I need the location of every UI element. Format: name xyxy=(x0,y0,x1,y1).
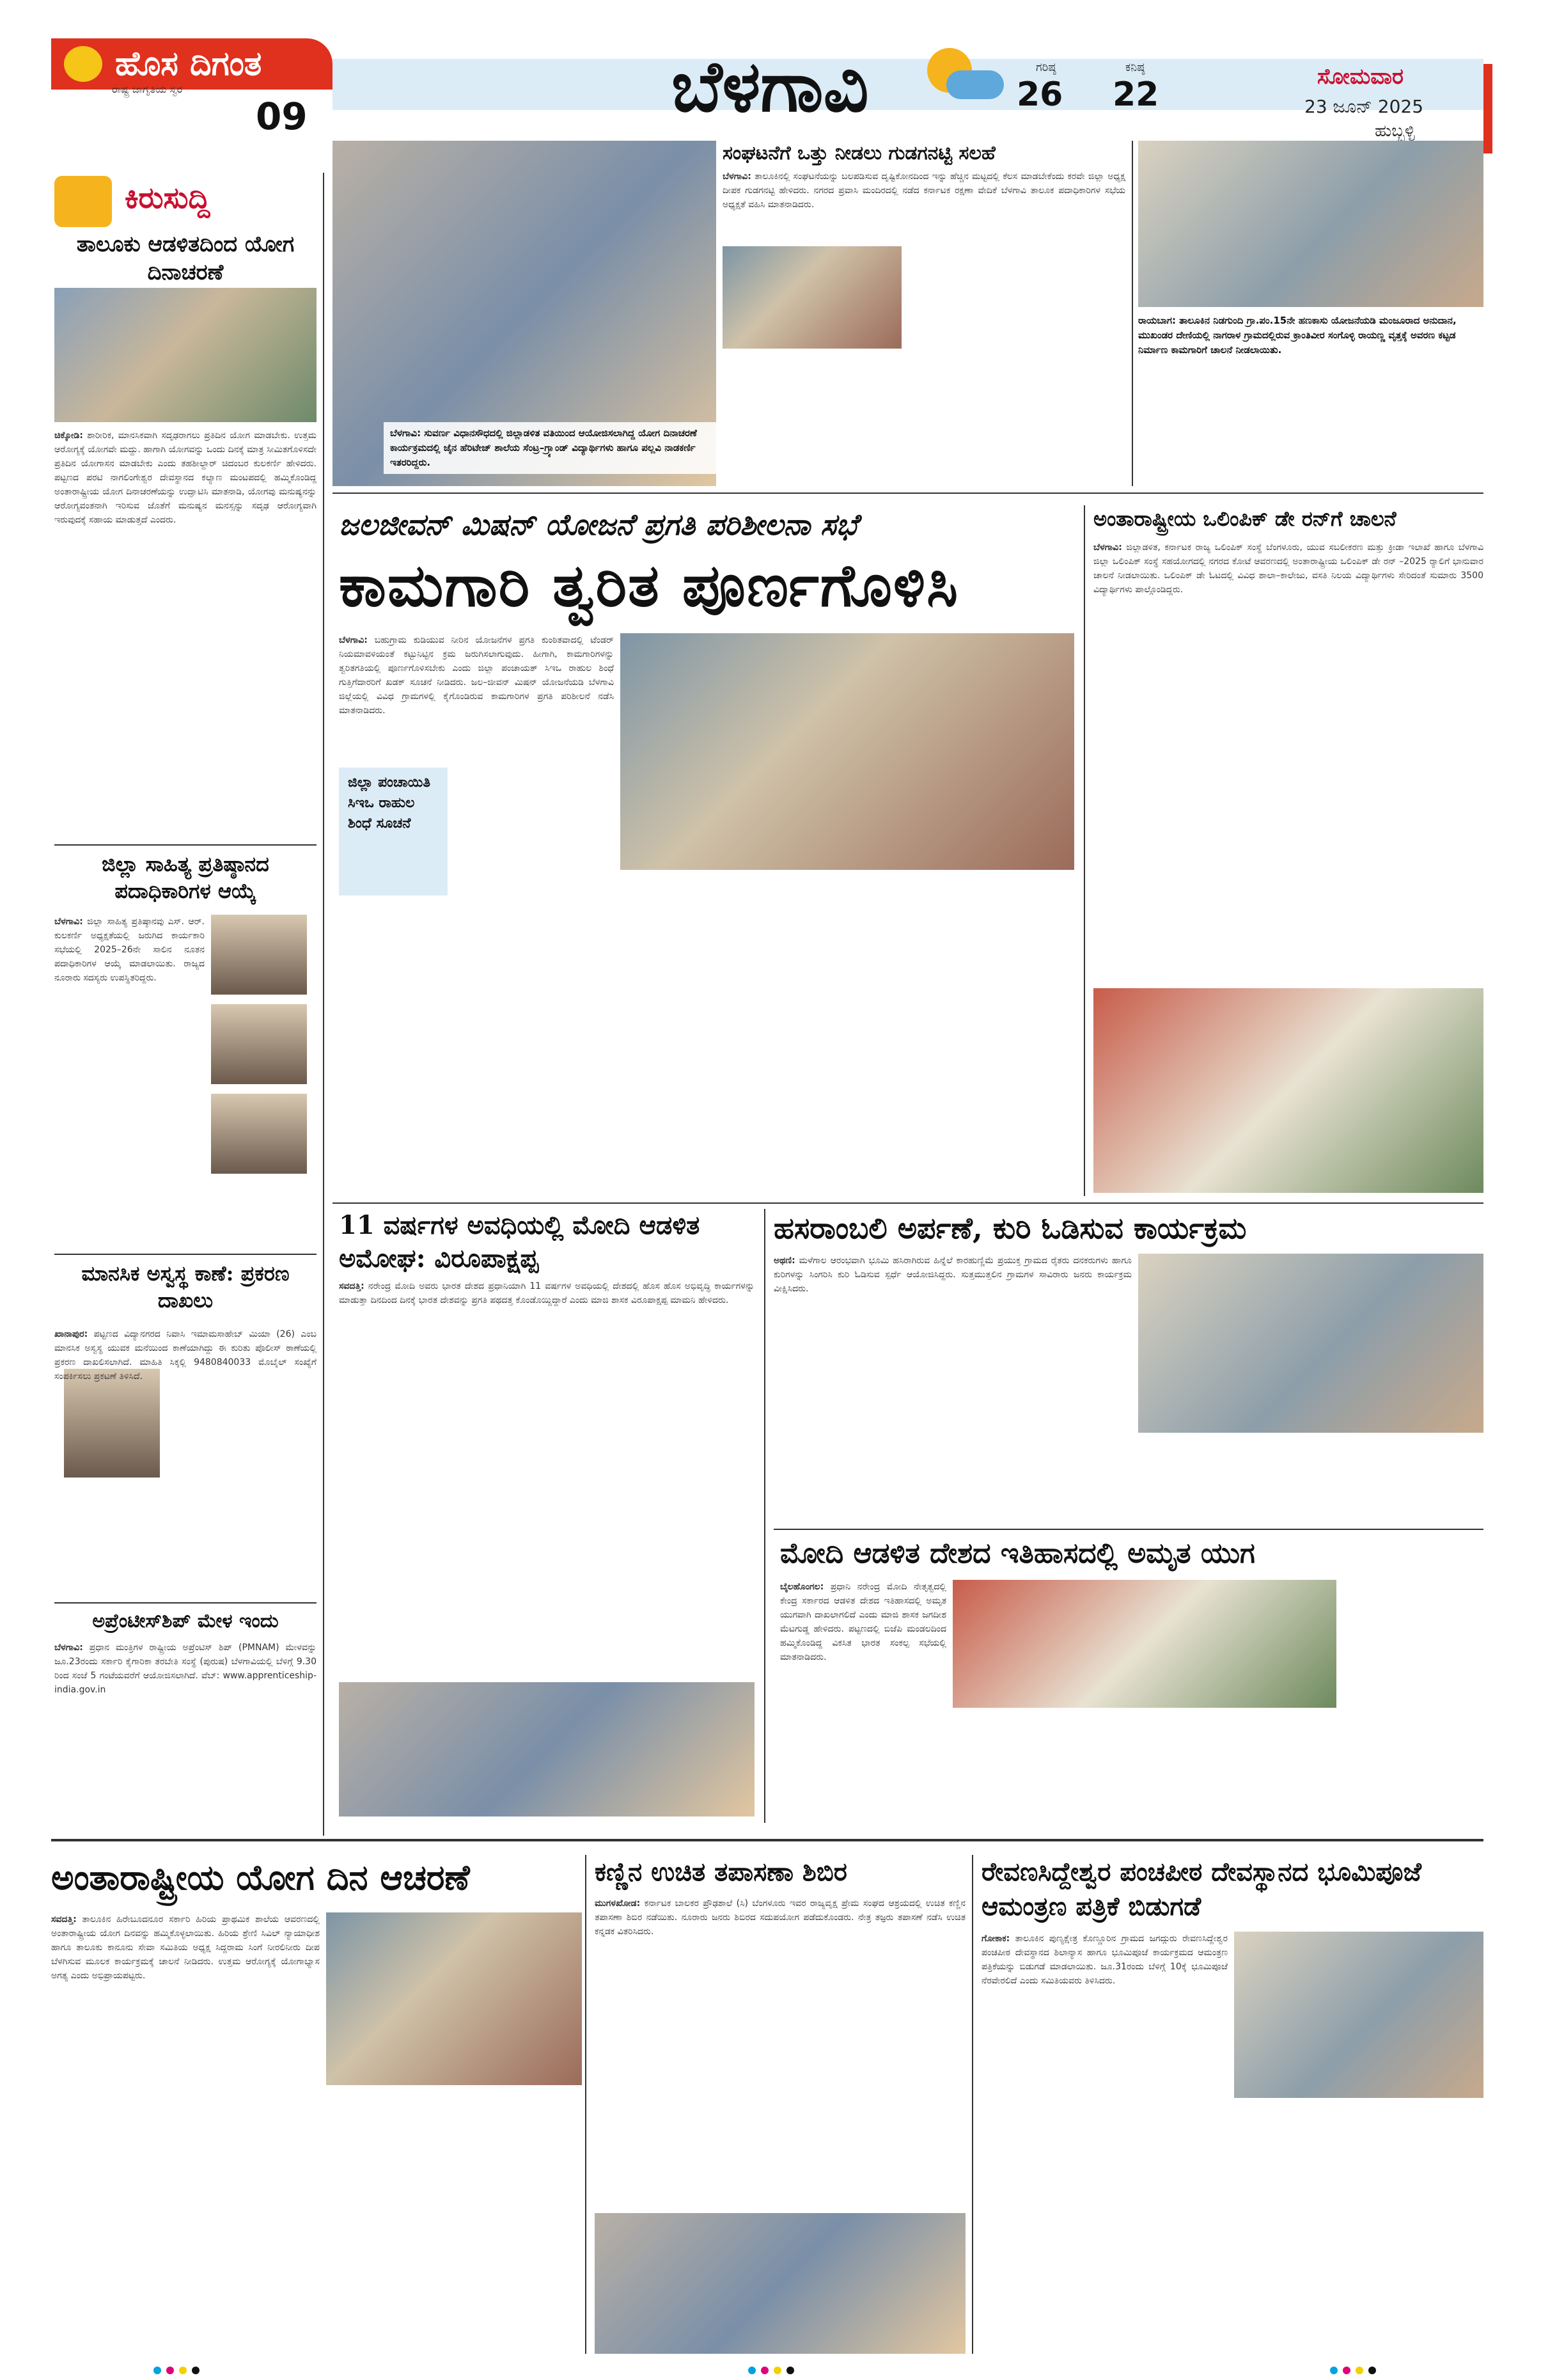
kuri-body: ಅಥಣಿ: ಮಳೆಗಾಲ ಆರಂಭವಾಗಿ ಭೂಮಿ ಹಸಿರಾಗಿರುವ ಹಿನ್ನೆಲೆ ಕಾರಹುಣ್ಣಿಮೆ ಪ್ರಯುಕ್ತ ಗ್ರಾಮದ ರೈತರು ದನಕರುಗಳು ಹಾಗೂ ಕುರಿಗಳನ್ನು ಸಿಂಗರಿಸಿ ಕುರಿ ಓಡಿಸುವ ಸ್ಪರ್ಧೆ ಆಯೋಜಿಸಿದ್ದರು. ಸುತ್ತಮುತ್ತಲಿನ ಗ್ರಾಮಗಳ ಸಾವಿರಾರು ಜನರು ಕಾರ್ಯಕ್ರಮ ವೀಕ್ಷಿಸಿದರು. xyxy=(774,1256,1132,1294)
eye-camp-title: ಕಣ್ಣಿನ ಉಚಿತ ತಪಾಸಣಾ ಶಿಬಿರ xyxy=(595,1857,847,1887)
column-rule xyxy=(585,1855,586,2354)
edition-place: ಹುಬ್ಬಳ್ಳಿ xyxy=(1375,122,1415,141)
olympic-run-photo xyxy=(1093,988,1483,1193)
revan-event-photo xyxy=(1234,1932,1483,2098)
top-story-title: ಸಂಘಟನೆಗೆ ಒತ್ತು ನೀಡಲು ಗುಡಗನಟ್ಟಿ ಸಲಹೆ xyxy=(723,142,996,164)
divider xyxy=(54,844,317,846)
sheep-run-photo xyxy=(1138,1254,1483,1433)
paper-logo-icon xyxy=(64,46,102,82)
revan-title: ರೇವಣಸಿದ್ದೇಶ್ವರ ಪಂಚಪೀಠ ದೇವಸ್ಥಾನದ ಭೂಮಿಪೂಜೆ ಆಮಂತ್ರಣ ಪತ್ರಿಕೆ ಬಿಡುಗಡೆ xyxy=(982,1857,1421,1921)
main-kicker: ಜಲಜೀವನ್ ಮಿಷನ್ ಯೋಜನೆ ಪ್ರಗತಿ ಪರಿಶೀಲನಾ ಸಭೆ xyxy=(339,507,857,542)
weekday: ಸೋಮವಾರ xyxy=(1317,64,1404,90)
amrut-title: ಮೋದಿ ಆಡಳಿತ ದೇಶದ ಇತಿಹಾಸದಲ್ಲಿ ಅಮೃತ ಯುಗ xyxy=(780,1537,1255,1570)
main-body-cont xyxy=(620,876,1074,1164)
circle-work-caption: ರಾಯಬಾಗ: ತಾಲೂಕಿನ ನಿಡಗುಂದಿ ಗ್ರಾ.ಪಂ.15ನೇ ಹಣಕಾಸು ಯೋಜನೆಯಡಿ ಮಂಜೂರಾದ ಅನುದಾನ, ಮುಖಂಡರ ದೇಣಿಯಲ್ಲಿ ನಾಗರಾಳ ಗ್ರಾಮದಲ್ಲಿರುವ ಕ್ರಾಂತಿವೀರ ಸಂಗೊಳ್ಳಿ ರಾಯಣ್ಣ ವೃತ್ತಕ್ಕೆ ಅವರಣ ಕಟ್ಟಡ ನಿರ್ಮಾಣ ಕಾಮಗಾರಿಗೆ ಚಾಲನೆ ನೀಡಲಾಯಿತು. xyxy=(1138,315,1457,356)
amrut-body-cont xyxy=(953,1714,1336,1823)
story3-title: ಮಾನಸಿಕ ಅಸ್ವಸ್ಥ ಕಾಣೆ: ಪ್ರಕರಣ ದಾಖಲು xyxy=(81,1261,290,1312)
column-rule xyxy=(1084,505,1085,1196)
yoga-title: ಅಂತಾರಾಷ್ಟ್ರೀಯ ಯೋಗ ದಿನ ಆಚರಣೆ xyxy=(51,1857,470,1898)
min-temp-value: 22 xyxy=(1113,75,1159,114)
issue-date: 23 ಜೂನ್ 2025 xyxy=(1304,96,1424,117)
amrut-body-col xyxy=(1343,1580,1483,1823)
main-sidebox-text: ಜಿಲ್ಲಾ ಪಂಚಾಯಿತಿ ಸಿಇಒ ರಾಹುಲ ಶಿಂಧೆ ಸೂಚನೆ xyxy=(348,775,431,831)
yoga-body-cont xyxy=(326,2092,582,2354)
top-story-body: ಬೆಳಗಾವಿ: ತಾಲೂಕಿನಲ್ಲಿ ಸಂಘಟನೆಯನ್ನು ಬಲಪಡಿಸುವ ದೃಷ್ಟಿಕೋನದಿಂದ ಇನ್ನು ಹೆಚ್ಚಿನ ಮಟ್ಟದಲ್ಲಿ ಕೆಲಸ ಮಾಡಬೇಕೆಂದು ಕರವೇ ಜಿಲ್ಲಾ ಅಧ್ಯಕ್ಷ ದೀಪಕ ಗುಡಗನಟ್ಟಿ ಹೇಳಿದರು. ನಗರದ ಪ್ರವಾಸಿ ಮಂದಿರದಲ್ಲಿ ನಡೆದ ಕರ್ನಾಟಕ ರಕ್ಷಣಾ ವೇದಿಕೆ ಬೆಳಗಾವಿ ತಾಲೂಕ ಪದಾಧಿಕಾರಿಗಳ ಸಭೆಯ ಅಧ್ಯಕ್ಷತೆ ವಹಿಸಿ ಮಾತನಾಡಿದರು. xyxy=(723,171,1125,210)
paper-tagline: ರಾಷ್ಟ್ರ ಜಾಗೃತಿಯ ಸ್ವರ xyxy=(112,83,183,95)
story1-title: ತಾಲೂಕು ಆಡಳಿತದಿಂದ ಯೋಗ ದಿನಾಚರಣೆ xyxy=(76,232,295,285)
registration-dot xyxy=(153,2367,161,2374)
max-temp-value: 26 xyxy=(1017,75,1063,114)
registration-dot xyxy=(1330,2367,1338,2374)
registration-dot xyxy=(1356,2367,1363,2374)
portrait-photo xyxy=(211,1004,307,1084)
registration-dot xyxy=(774,2367,781,2374)
amrut-body: ಬೈಲಹೊಂಗಲ: ಪ್ರಧಾನಿ ನರೇಂದ್ರ ಮೋದಿ ನೇತೃತ್ವದಲ್ಲಿ ಕೇಂದ್ರ ಸರ್ಕಾರದ ಆಡಳಿತ ದೇಶದ ಇತಿಹಾಸದಲ್ಲಿ ಅಮೃತ ಯುಗವಾಗಿ ದಾಖಲಾಗಲಿದೆ ಎಂದು ಮಾಜಿ ಶಾಸಕ ಜಗದೀಶ ಮೆಟಗುಡ್ಡ ಹೇಳಿದರು. ಪಟ್ಟಣದಲ್ಲಿ ಬಿಜೆಪಿ ಮಂಡಲದಿಂದ ಹಮ್ಮಿಕೊಂಡಿದ್ದ ವಿಕಸಿತ ಭಾರತ ಸಂಕಲ್ಪ ಸಭೆಯಲ್ಲಿ ಮಾತನಾಡಿದರು. xyxy=(780,1582,946,1662)
finger-pointing-icon xyxy=(54,176,112,227)
modi-title: 11 ವರ್ಷಗಳ ಅವಧಿಯಲ್ಲಿ ಮೋದಿ ಆಡಳಿತ ಅಮೋಘ: ವಿರೂಪಾಕ್ಷಪ್ಪ xyxy=(339,1210,700,1273)
modi-event-photo xyxy=(339,1682,755,1817)
header-accent-bar xyxy=(1483,64,1492,154)
story2-body: ಬೆಳಗಾವಿ: ಜಿಲ್ಲಾ ಸಾಹಿತ್ಯ ಪ್ರತಿಷ್ಠಾನವು ಎಸ್. ಆರ್. ಕುಲಕರ್ಣಿ ಅಧ್ಯಕ್ಷತೆಯಲ್ಲಿ ಜರುಗಿದ ಕಾರ್ಯಕಾರಿ ಸಭೆಯಲ್ಲಿ 2025–26ನೇ ಸಾಲಿನ ನೂತನ ಪದಾಧಿಕಾರಿಗಳ ಆಯ್ಕೆ ಮಾಡಲಾಯಿತು. ರಾಜ್ಯದ ನೂರಾರು ಸದಸ್ಯರು ಉಪಸ್ಥಿತರಿದ್ದರು. xyxy=(54,917,205,983)
registration-dot xyxy=(1368,2367,1376,2374)
meeting-photo xyxy=(620,633,1074,870)
divider xyxy=(332,1202,1483,1204)
eye-camp-photo xyxy=(595,2213,966,2354)
kuri-title: ಹಸರಾಂಬಲಿ ಅರ್ಪಣೆ, ಕುರಿ ಓಡಿಸುವ ಕಾರ್ಯಕ್ರಮ xyxy=(774,1211,1247,1245)
eye-camp-body: ಮುಗಳಖೋಡ: ಕರ್ನಾಟಕ ಬಾಲಕರ ಪ್ರೌಢಶಾಲೆ (ಸಿ) ಬೆಂಗಳೂರು ಇವರ ರಾಜ್ಯವೃಕ್ಷ ಪ್ರೇಮ ಸಂಘದ ಆಶ್ರಯದಲ್ಲಿ ಉಚಿತ ಕಣ್ಣಿನ ತಪಾಸಣಾ ಶಿಬಿರ ನಡೆಯಿತು. ನೂರಾರು ಜನರು ಶಿಬಿರದ ಸದುಪಯೋಗ ಪಡೆದುಕೊಂಡರು. ನೇತ್ರ ತಜ್ಞರು ತಪಾಸಣೆ ನಡೆಸಿ ಉಚಿತ ಕನ್ನಡಕ ವಿತರಿಸಿದರು. xyxy=(595,1898,966,1937)
amrut-event-photo xyxy=(953,1580,1336,1708)
revan-body: ಗೋಕಾಕ: ತಾಲೂಕಿನ ಪುಣ್ಯಕ್ಷೇತ್ರ ಕೊಣ್ಣೂರಿನ ಗ್ರಾಮದ ಜಗದ್ಗುರು ರೇವಣಸಿದ್ದೇಶ್ವರ ಪಂಚಪೀಠ ದೇವಸ್ಥಾನದ ಶಿಲಾನ್ಯಾಸ ಹಾಗೂ ಭೂಮಿಪೂಜೆ ಕಾರ್ಯಕ್ರಮದ ಆಮಂತ್ರಣ ಪತ್ರಿಕೆಯನ್ನು ಬಿಡುಗಡೆ ಮಾಡಲಾಯಿತು. ಜೂ.31ರಂದು ಬೆಳಿಗ್ಗೆ 10ಕ್ಕೆ ಭೂಮಿಪೂಜೆ ನೆರವೇರಲಿದೆ ಎಂದು ಸಮಿತಿಯವರು ತಿಳಿಸಿದರು. xyxy=(982,1934,1228,1986)
yoga-day-photo xyxy=(326,1912,582,2085)
registration-dot xyxy=(786,2367,794,2374)
revan-body-cont xyxy=(1234,2104,1483,2354)
main-sidebox xyxy=(339,768,448,895)
paper-name: ಹೊಸ ದಿಗಂತ xyxy=(51,38,332,90)
column-rule xyxy=(764,1209,765,1823)
olympic-title: ಅಂತಾರಾಷ್ಟ್ರೀಯ ಒಲಿಂಪಿಕ್ ಡೇ ರನ್‌ಗೆ ಚಾಲನೆ xyxy=(1093,507,1396,531)
portrait-photo xyxy=(211,1094,307,1174)
kuri-body-cont xyxy=(1138,1439,1483,1522)
story4-title: ಅಪ್ರೆಂಟೀಸ್‌ಶಿಪ್ ಮೇಳ ಇಂದು xyxy=(92,1610,279,1632)
yoga-body: ಸವದತ್ತಿ: ತಾಲೂಕಿನ ಹಿರೇಬೂದನೂರ ಸರ್ಕಾರಿ ಹಿರಿಯ ಪ್ರಾಥಮಿಕ ಶಾಲೆಯ ಆವರಣದಲ್ಲಿ ಅಂತಾರಾಷ್ಟ್ರೀಯ ಯೋಗ ದಿನವನ್ನು ಹಮ್ಮಿಕೊಳ್ಳಲಾಯಿತು. ಹಿರಿಯ ಶ್ರೇಣಿ ಸಿವಿಲ್ ನ್ಯಾಯಾಧೀಶ ಹಾಗೂ ತಾಲೂಕು ಕಾನೂನು ಸೇವಾ ಸಮಿತಿಯ ಅಧ್ಯಕ್ಷ ಸಿದ್ದರಾಮ ಸಿಂಗೆ ನೀರಲಿನೀರು ದೀಪ ಬೆಳಗಿಸುವ ಮೂಲಕ ಕಾರ್ಯಕ್ರಮಕ್ಕೆ ಚಾಲನೆ ನೀಡಿದರು. ಉತ್ತಮ ಆರೋಗ್ಯಕ್ಕೆ ಯೋಗಾಭ್ಯಾಸ ಅಗತ್ಯ ಎಂದು ಅಭಿಪ್ರಾಯಪಟ್ಟರು. xyxy=(51,1914,320,1981)
divider xyxy=(774,1529,1483,1530)
page-number: 09 xyxy=(256,95,308,138)
story4-body: ಬೆಳಗಾವಿ: ಪ್ರಧಾನ ಮಂತ್ರಿಗಳ ರಾಷ್ಟ್ರೀಯ ಅಪ್ರೆಂಟಿಸ್ ಶಿಪ್ (PMNAM) ಮೇಳವನ್ನು ಜೂ.23ರಂದು ಸರ್ಕಾರಿ ಕೈಗಾರಿಕಾ ತರಬೇತಿ ಸಂಸ್ಥೆ (ಪುರುಷ) ಬೆಳಗಾವಿಯಲ್ಲಿ ಬೆಳಿಗ್ಗೆ 9.30 ರಿಂದ ಸಂಜೆ 5 ಗಂಟೆಯವರೆಗೆ ಆಯೋಜಿಸಲಾಗಿದೆ. ವೆಬ್: www.apprenticeship-india.gov.in xyxy=(54,1643,317,1695)
divider xyxy=(54,1602,317,1604)
registration-dot xyxy=(192,2367,199,2374)
main-title: ಕಾಮಗಾರಿ ತ್ವರಿತ ಪೂರ್ಣಗೊಳಿಸಿ xyxy=(339,551,959,620)
story2-title: ಜಿಲ್ಲಾ ಸಾಹಿತ್ಯ ಪ್ರತಿಷ್ಠಾನದ ಪದಾಧಿಕಾರಿಗಳ ಆಯ್ಕೆ xyxy=(102,852,269,903)
story1-body: ಚಿಕ್ಕೋಡಿ: ಶಾರೀರಿಕ, ಮಾನಸಿಕವಾಗಿ ಸದೃಢರಾಗಲು ಪ್ರತಿದಿನ ಯೋಗ ಮಾಡಬೇಕು. ಉತ್ತಮ ಆರೋಗ್ಯಕ್ಕೆ ಯೋಗವೇ ಮದ್ದು. ಹಾಗಾಗಿ ಯೋಗವನ್ನು ಒಂದು ದಿನಕ್ಕೆ ಮಾತ್ರ ಸೀಮಿತಗೊಳಿಸದೇ ಪ್ರತಿದಿನ ಯೋಗಾಸನ ಮಾಡಬೇಕು ಎಂದು ತಹಶೀಲ್ದಾರ್ ಚಿದಂಬರ ಕುಲಕರ್ಣಿ ಹೇಳಿದರು. ಪಟ್ಟಣದ ಪರಟಿ ನಾಗಲಿಂಗೇಶ್ವರ ದೇವಸ್ಥಾನದ ಕಲ್ಯಾಣ ಮಂಟಪದಲ್ಲಿ ಹಮ್ಮಿಕೊಂಡಿದ್ದ ಅಂತಾರಾಷ್ಟ್ರೀಯ ಯೋಗ ದಿನಾಚರಣೆಯನ್ನು ಉದ್ಘಾಟಿಸಿ ಮಾತನಾಡಿ, ಯೋಗವು ಮನುಷ್ಯನನ್ನು ಆರೋಗ್ಯವಂತನಾಗಿ ಇರಿಸುವ ಜೊತೆಗೆ ಮನುಷ್ಯನ ಮನಸ್ಸನ್ನು ಸದೃಢ ಆರೋಗ್ಯವಾಗಿ ಇರುವುದಕ್ಕೆ ಸಹಾಯ ಮಾಡುತ್ತದೆ ಎಂದರು. xyxy=(54,430,317,525)
section-label: ಕಿರುಸುದ್ದಿ xyxy=(125,180,210,215)
divider xyxy=(332,493,1483,494)
circle-work-photo xyxy=(1138,141,1483,307)
modi-body: ಸವದತ್ತಿ: ನರೇಂದ್ರ ಮೋದಿ ಅವರು ಭಾರತ ದೇಶದ ಪ್ರಧಾನಿಯಾಗಿ 11 ವರ್ಷಗಳ ಅವಧಿಯಲ್ಲಿ ದೇಶದಲ್ಲಿ ಹೊಸ ಹೊಸ ಅಭಿವೃದ್ಧಿ ಕಾರ್ಯಗಳನ್ನು ಮಾಡುತ್ತಾ ದಿನದಿಂದ ದಿನಕ್ಕೆ ಭಾರತ ದೇಶವನ್ನು ಪ್ರಗತಿ ಪಥದತ್ತ ಕೊಂಡೊಯ್ದಿದ್ದಾರೆ ಎಂದು ಮಾಜಿ ಶಾಸಕ ವಿರೂಪಾಕ್ಷಪ್ಪ ಮಾಮನಿ ಹೇಳಿದರು. xyxy=(339,1281,755,1305)
column-rule xyxy=(323,173,324,1836)
story1-photo xyxy=(54,288,317,422)
portrait-photo xyxy=(211,915,307,995)
main-body: ಬೆಳಗಾವಿ: ಬಹುಗ್ರಾಮ ಕುಡಿಯುವ ನೀರಿನ ಯೋಜನೆಗಳ ಪ್ರಗತಿ ಕುಂಠಿತವಾದಲ್ಲಿ ಟೆಂಡರ್ ನಿಯಮಾವಳಿಯಂತೆ ಕಟ್ಟುನಿಟ್ಟಿನ ಕ್ರಮ ಜರುಗಿಸಲಾಗುವುದು. ಹೀಗಾಗಿ, ಕಾಮಗಾರಿಗಳನ್ನು ತ್ವರಿತಗತಿಯಲ್ಲಿ ಪೂರ್ಣಗೊಳಿಸಬೇಕು ಎಂದು ಜಿಲ್ಲಾ ಪಂಚಾಯತ್ ಸಿಇಒ ರಾಹುಲ ಶಿಂಧೆ ಗುತ್ತಿಗೆದಾರರಿಗೆ ಖಡಕ್ ಸೂಚನೆ ನೀಡಿದರು. ಜಲ–ಜೀವನ್ ಮಿಷನ್ ಯೋಜನೆಯಡಿ ಬೆಳಗಾವಿ ಜಿಲ್ಲೆಯಲ್ಲಿ ವಿವಿಧ ಗ್ರಾಮಗಳಲ್ಲಿ ಕೈಗೊಂಡಿರುವ ಕಾಮಗಾರಿಗಳ ಪ್ರಗತಿ ಪರಿಶೀಲನೆ ನಡೆಸಿ ಮಾತನಾಡಿದರು. xyxy=(339,635,614,716)
divider xyxy=(54,1254,317,1255)
yoga-photo-caption: ಬೆಳಗಾವಿ: ಸುವರ್ಣ ವಿಧಾನಸೌಧದಲ್ಲಿ ಜಿಲ್ಲಾಡಳಿತ ವತಿಯಿಂದ ಆಯೋಜಿಸಲಾಗಿದ್ದ ಯೋಗ ದಿನಾಚರಣೆ ಕಾರ್ಯಕ್ರಮದಲ್ಲಿ ಜೈನ ಹೆರಿಟೇಜ್ ಶಾಲೆಯ ಸೆಂಟ್ರ–ಗ್ರ್ಯಾಂಡ್ ವಿದ್ಯಾರ್ಥಿಗಳು ಹಾಗೂ ಪಲ್ಲವಿ ನಾಡಕರ್ಣಿ ಇತರರಿದ್ದರು. xyxy=(384,422,716,474)
olympic-body: ಬೆಳಗಾವಿ: ಜಿಲ್ಲಾಡಳಿತ, ಕರ್ನಾಟಕ ರಾಜ್ಯ ಒಲಿಂಪಿಕ್ ಸಂಸ್ಥೆ ಬೆಂಗಳೂರು, ಯುವ ಸಬಲೀಕರಣ ಮತ್ತು ಕ್ರೀಡಾ ಇಲಾಖೆ ಹಾಗೂ ಬೆಳಗಾವಿ ಜಿಲ್ಲಾ ಒಲಿಂಪಿಕ್ ಸಂಸ್ಥೆ ಸಹಯೋಗದಲ್ಲಿ ನಗರದ ಕೋಟೆ ಆವರಣದಲ್ಲಿ ಅಂತಾರಾಷ್ಟ್ರೀಯ ಒಲಿಂಪಿಕ್ ಡೇ ರನ್ –2025 ರ‍್ಯಾಲಿಗೆ ಭಾನುವಾರ ಚಾಲನೆ ನೀಡಲಾಯಿತು. ಒಲಿಂಪಿಕ್ ಡೇ ಓಟದಲ್ಲಿ ವಿವಿಧ ಶಾಲಾ–ಕಾಲೇಜು, ವಸತಿ ನಿಲಯ ವಿದ್ಯಾರ್ಥಿಗಳು ಸೇರಿದಂತೆ ಸುಮಾರು 3500 ವಿದ್ಯಾರ್ಥಿಗಳು ಪಾಲ್ಗೊಂಡಿದ್ದರು. xyxy=(1093,542,1483,595)
story3-body: ಖಾನಾಪುರ: ಪಟ್ಟಣದ ವಿದ್ಯಾನಗರದ ನಿವಾಸಿ ಇಮಾಮಸಾಹೇಬ್ ಮಿಯಾ (26) ಎಂಬ ಮಾನಸಿಕ ಅಸ್ವಸ್ಥ ಯುವಕ ಮನೆಯಿಂದ ಕಾಣೆಯಾಗಿದ್ದು ಈ ಕುರಿತು ಪೊಲೀಸ್ ಠಾಣೆಯಲ್ಲಿ ಪ್ರಕರಣ ದಾಖಲಿಸಲಾಗಿದೆ. ಮಾಹಿತಿ ಸಿಕ್ಕಲ್ಲಿ 9480840033 ಮೊಬೈಲ್ ಸಂಖ್ಯೆಗೆ ಸಂಪರ್ಕಿಸಲು ಪ್ರಕಟಣೆ ತಿಳಿಸಿದೆ. xyxy=(54,1329,317,1382)
column-rule xyxy=(1132,141,1133,486)
cloud-icon xyxy=(946,70,1004,99)
registration-dot xyxy=(761,2367,769,2374)
column-rule xyxy=(972,1855,973,2354)
max-temp-label: ಗರಿಷ್ಠ xyxy=(1036,61,1056,74)
edition-city: ಬೆಳಗಾವಿ xyxy=(671,45,869,127)
registration-dot xyxy=(1343,2367,1350,2374)
min-temp-label: ಕನಿಷ್ಠ xyxy=(1125,61,1145,74)
registration-dot xyxy=(179,2367,187,2374)
registration-dot xyxy=(748,2367,756,2374)
registration-dot xyxy=(166,2367,174,2374)
section-divider xyxy=(51,1839,1483,1841)
